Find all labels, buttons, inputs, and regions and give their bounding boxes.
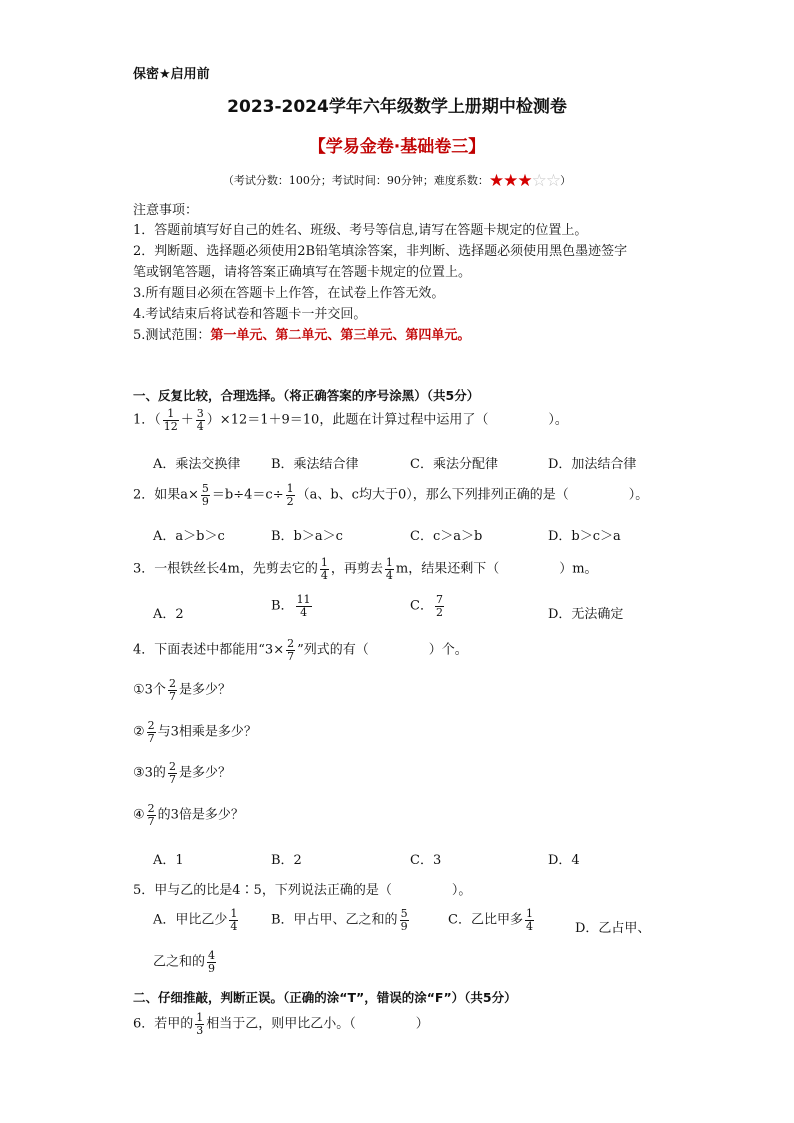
fraction: $\frac{2}{7}$ xyxy=(168,677,176,703)
q1-text: 1．（ xyxy=(133,412,161,428)
star-filled-icon: ★ xyxy=(488,171,504,191)
q5-option-d-cont[interactable]: 乙之和的 $\frac{4}{9}$ xyxy=(153,949,216,975)
fraction: $\frac{1}{12}$ xyxy=(163,407,178,433)
q1-option-a[interactable]: A．乘法交换律 xyxy=(153,457,241,472)
difficulty-stars xyxy=(489,171,560,191)
q4-option-d[interactable]: D．4 xyxy=(548,853,580,868)
question-5: 5．甲与乙的比是4∶5，下列说法正确的是（ ）。 xyxy=(133,883,472,898)
question-6: 6．若甲的 $\frac{1}{3}$ 相当于乙，则甲比乙小。（ ） xyxy=(133,1011,429,1037)
fraction: $\frac{1}{4}$ xyxy=(385,556,393,582)
star-filled-icon: ★ xyxy=(517,171,532,191)
q2-option-b[interactable]: B．b＞a＞c xyxy=(271,529,343,544)
q4-statement-1: ①3个 $\frac{2}{7}$ 是多少？ xyxy=(133,677,231,703)
notes-heading: 注意事项： xyxy=(133,203,199,218)
fraction: $\frac{1}{4}$ xyxy=(230,907,238,933)
q5-option-a[interactable]: A．甲比乙少 $\frac{1}{4}$ xyxy=(153,907,238,933)
exam-subtitle: 【学易金卷·基础卷三】 xyxy=(308,137,486,157)
note-5-prefix: 5.测试范围： xyxy=(133,328,211,343)
question-4: 4．下面表述中都能用“3× $\frac{2}{7}$ ”列式的有（ ）个。 xyxy=(133,637,468,663)
fraction: $\frac{2}{7}$ xyxy=(147,802,155,828)
q4-option-a[interactable]: A．1 xyxy=(153,853,184,868)
fraction: $\frac{11}{4}$ xyxy=(296,593,311,619)
star-empty-icon: ☆ xyxy=(545,171,561,191)
fraction: $\frac{5}{9}$ xyxy=(201,482,209,508)
fraction: $\frac{2}{7}$ xyxy=(287,637,295,663)
note-4: 4.考试结束后将试卷和答题卡一并交回。 xyxy=(133,307,367,322)
q2-option-a[interactable]: A．a＞b＞c xyxy=(153,529,225,544)
fraction: $\frac{3}{4}$ xyxy=(196,407,204,433)
note-2-cont: 笔或钢笔答题，请将答案正确填写在答题卡规定的位置上。 xyxy=(133,265,472,280)
q2-option-c[interactable]: C．c＞a＞b xyxy=(410,529,483,544)
fraction: $\frac{5}{9}$ xyxy=(400,907,408,933)
fraction: $\frac{1}{4}$ xyxy=(525,907,533,933)
q4-option-c[interactable]: C．3 xyxy=(410,853,442,868)
note-2: 2．判断题、选择题必须使用2B铅笔填涂答案，非判断、选择题必须使用黑色墨迹签字 xyxy=(133,244,628,259)
exam-info xyxy=(0,171,794,191)
q1-option-b[interactable]: B．乘法结合律 xyxy=(271,457,359,472)
note-3: 3.所有题目必须在答题卡上作答，在试卷上作答无效。 xyxy=(133,286,445,301)
fraction: $\frac{1}{4}$ xyxy=(320,556,328,582)
q4-statement-4: ④ $\frac{2}{7}$ 的3倍是多少？ xyxy=(133,802,244,828)
q3-option-d[interactable]: D．无法确定 xyxy=(548,607,624,622)
fraction: $\frac{7}{2}$ xyxy=(435,593,443,619)
confidential-label: 保密★启用前 xyxy=(133,67,210,82)
note-5 xyxy=(133,324,470,343)
q4-option-b[interactable]: B．2 xyxy=(271,853,302,868)
q3-option-a[interactable]: A．2 xyxy=(153,607,184,622)
q3-option-b[interactable]: B． $\frac{11}{4}$ xyxy=(271,593,311,619)
q1-option-d[interactable]: D．加法结合律 xyxy=(548,457,637,472)
q5-option-b[interactable]: B．甲占甲、乙之和的 $\frac{5}{9}$ xyxy=(271,907,408,933)
q2-option-d[interactable]: D．b＞c＞a xyxy=(548,529,621,544)
fraction: $\frac{1}{3}$ xyxy=(196,1011,204,1037)
q4-statement-3: ③3的 $\frac{2}{7}$ 是多少？ xyxy=(133,760,231,786)
section-2-title: 二、仔细推敲，判断正误。（正确的涂“T”，错误的涂“F”）（共5分） xyxy=(133,990,517,1005)
section-1-title: 一、反复比较，合理选择。（将正确答案的序号涂黑）（共5分） xyxy=(133,388,480,403)
q1-text-2: ）×12＝1＋9＝10，此题在计算过程中运用了（ xyxy=(206,412,489,428)
q1-plus: ＋ xyxy=(180,412,194,428)
note-1: 1．答题前填写好自己的姓名、班级、考号等信息,请写在答题卡规定的位置上。 xyxy=(133,223,588,238)
question-3: 3．一根铁丝长4m，先剪去它的 $\frac{1}{4}$ ，再剪去 $\frac{1}{4}$ m，结果还剩下（ ）m。 xyxy=(133,556,598,582)
q5-option-c[interactable]: C．乙比甲多 $\frac{1}{4}$ xyxy=(448,907,533,933)
fraction: $\frac{2}{7}$ xyxy=(147,719,155,745)
q1-option-c[interactable]: C．乘法分配律 xyxy=(410,457,498,472)
test-range: 第一单元、第二单元、第三单元、第四单元。 xyxy=(210,328,471,343)
fraction: $\frac{4}{9}$ xyxy=(208,949,216,975)
question-1: 1．（ $\frac{1}{12}$ ＋ $\frac{3}{4}$ ）×12＝1＋9＝10，此题在计算过程中运用了（ ）。 xyxy=(133,407,568,433)
exam-info-close: ） xyxy=(560,174,572,187)
fraction: $\frac{1}{2}$ xyxy=(286,482,294,508)
star-filled-icon: ★ xyxy=(503,171,518,191)
q3-option-c[interactable]: C． $\frac{7}{2}$ xyxy=(410,593,443,619)
exam-title: 2023-2024学年六年级数学上册期中检测卷 xyxy=(227,97,567,117)
q5-option-d[interactable]: D．乙占甲、 xyxy=(575,921,651,936)
exam-info-text: （考试分数：100分；考试时间：90分钟；难度系数： xyxy=(222,174,489,187)
q4-statement-2: ② $\frac{2}{7}$ 与3相乘是多少？ xyxy=(133,719,257,745)
fraction: $\frac{2}{7}$ xyxy=(168,760,176,786)
star-empty-icon: ☆ xyxy=(531,171,546,191)
question-2: 2．如果a× $\frac{5}{9}$ ＝b÷4＝c÷ $\frac{1}{2}$ （a、b、c均大于0），那么下列排列正确的是（ ）。 xyxy=(133,482,649,508)
